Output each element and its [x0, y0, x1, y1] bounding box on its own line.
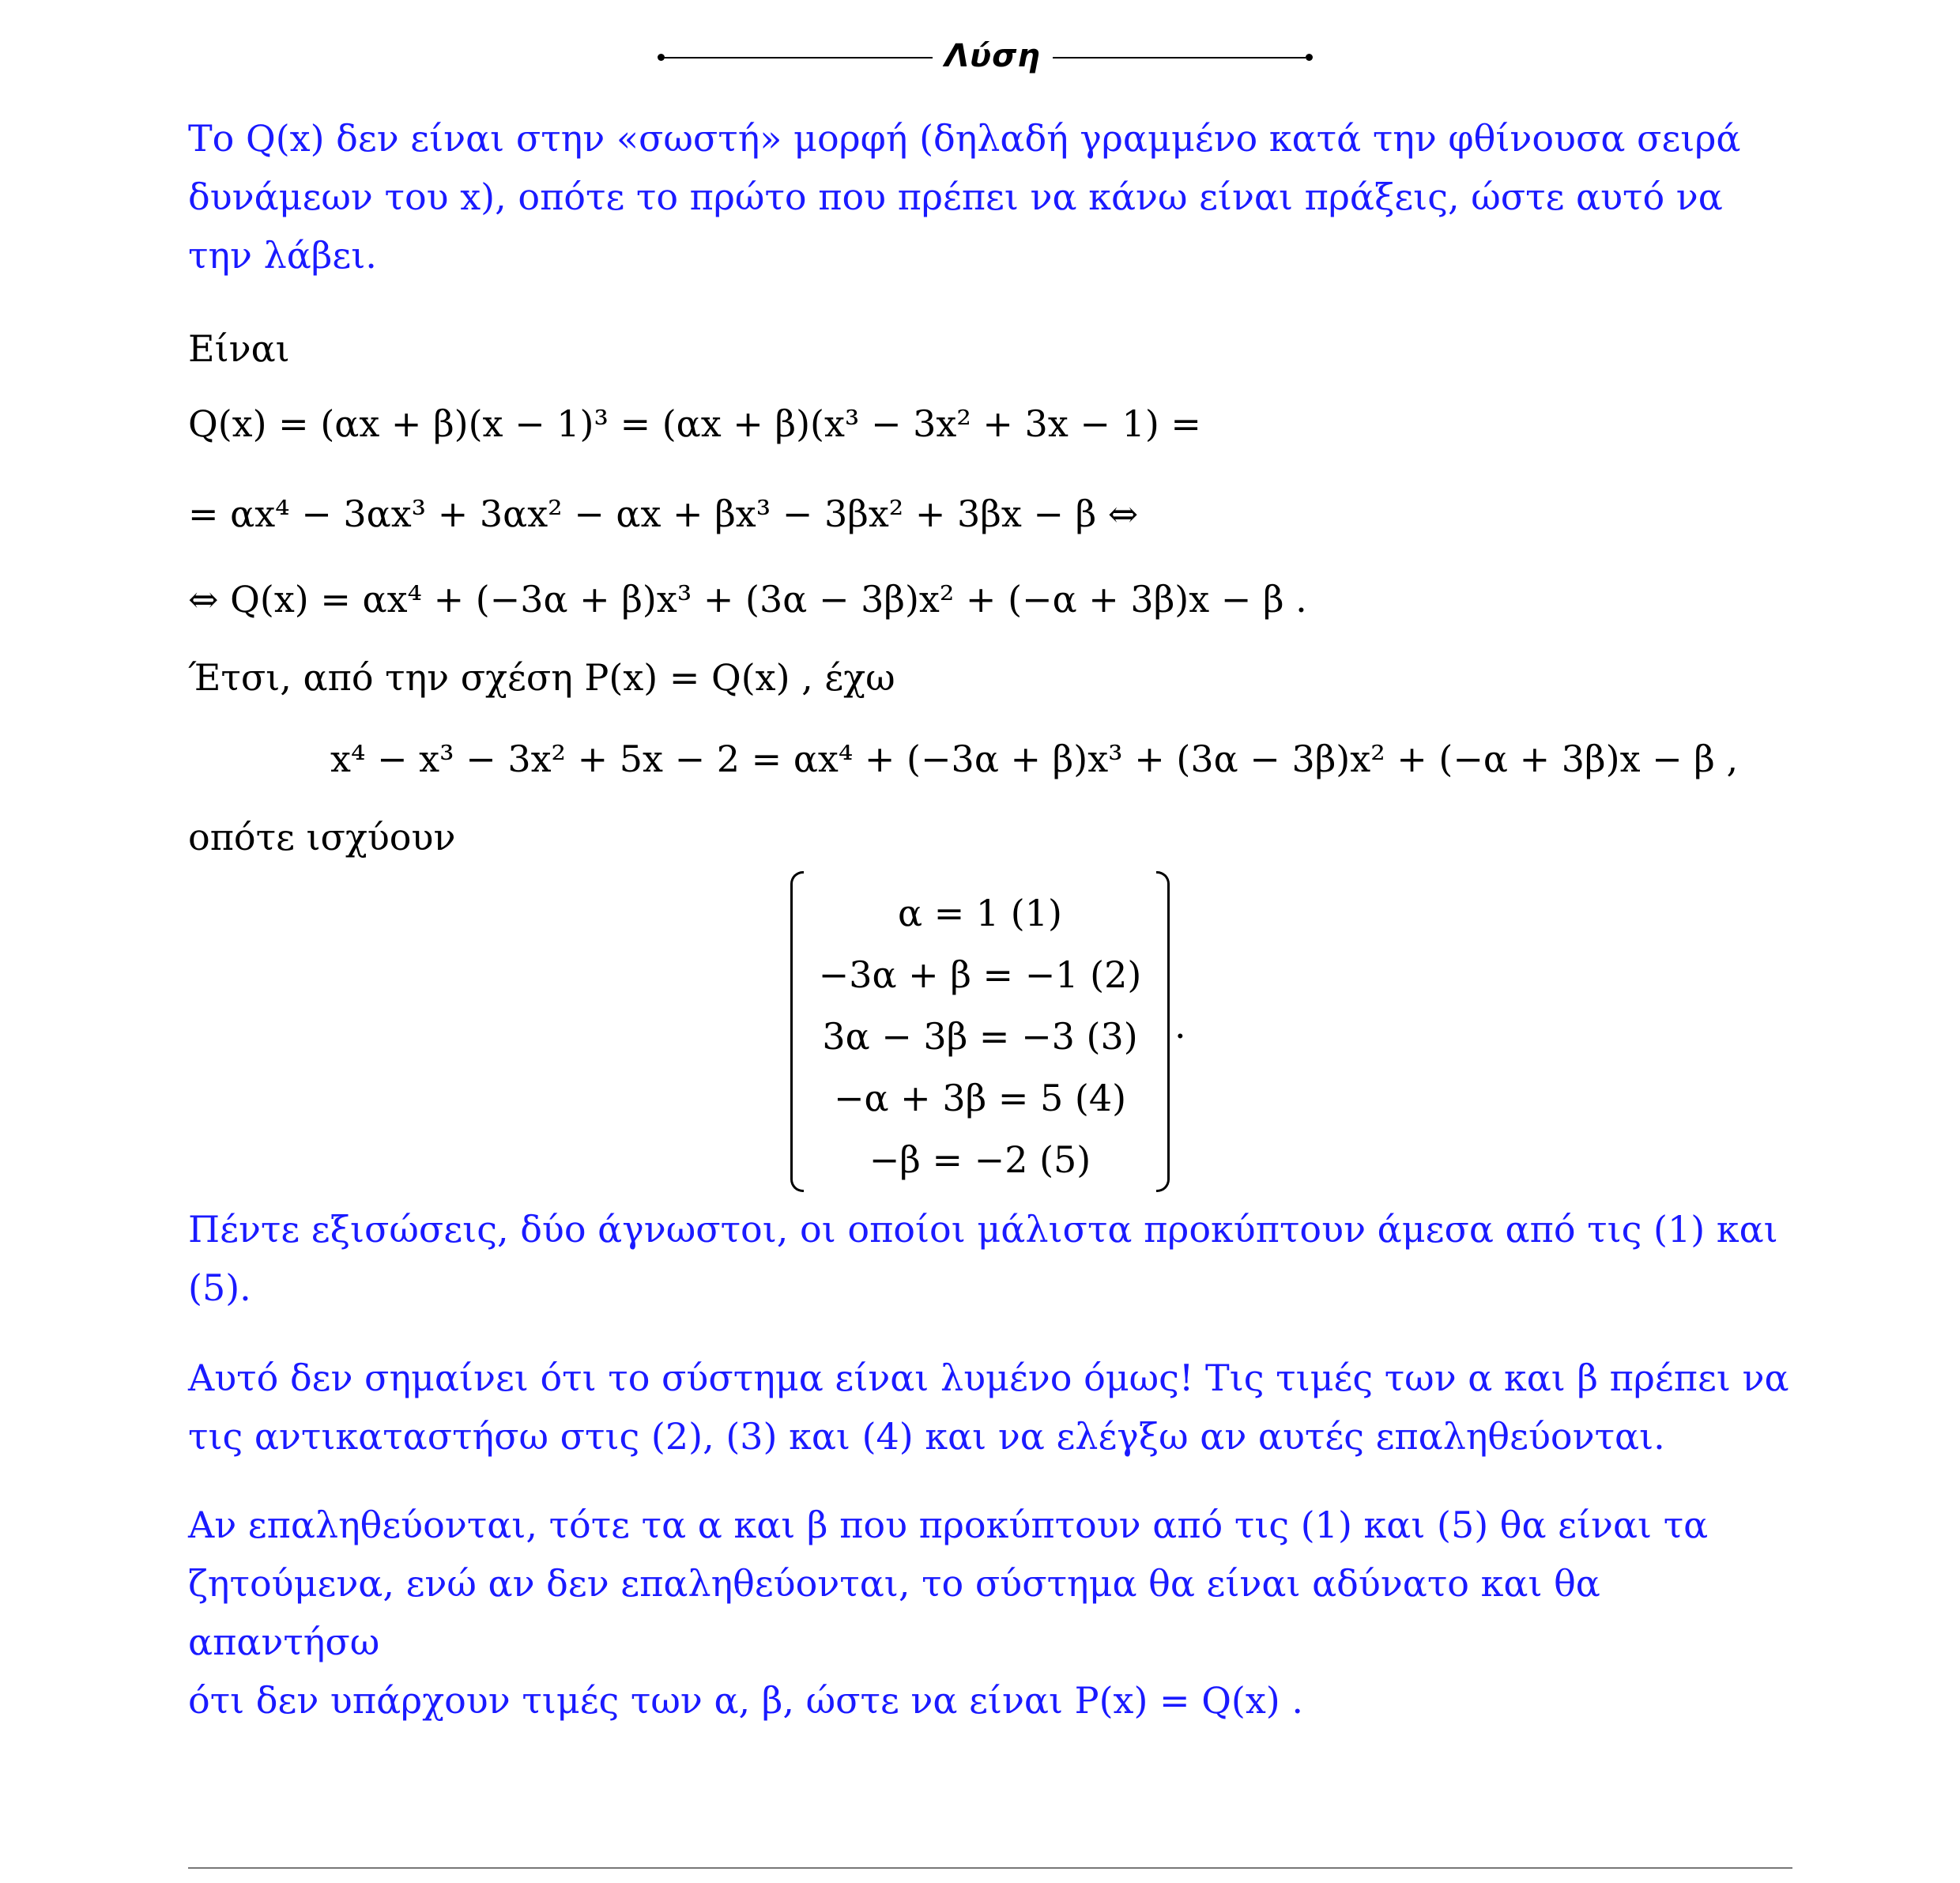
system-period: . [1174, 1004, 1186, 1047]
header-rule-left [664, 57, 933, 58]
header-dot-right [1306, 54, 1313, 61]
intro-line: την λάβει. [188, 234, 377, 277]
note-line: τις αντικαταστήσω στις (2), (3) και (4) και να ελέγξω αν αυτές επαληθεύονται. [188, 1415, 1665, 1458]
expansion-line-3: ⇔ Q(x) = αx⁴ + (−3α + β)x³ + (3α − 3β)x² + (−α + 3β)x − β . [188, 578, 1307, 621]
note-paragraph-2 [188, 1349, 1792, 1466]
system-equation: −β = −2 (5) [869, 1138, 1091, 1181]
system-equation: −α + 3β = 5 (4) [833, 1077, 1127, 1119]
system-bracket-right [1156, 871, 1170, 1192]
footer-rule [188, 1867, 1792, 1869]
note-line: ότι δεν υπάρχουν τιμές των α, β, ώστε να είναι P(x) = Q(x) . [188, 1679, 1303, 1722]
system-bracket-left [790, 871, 804, 1192]
system-equation: −3α + β = −1 (2) [818, 953, 1142, 996]
intro-paragraph [188, 109, 1792, 285]
section-header [658, 33, 1312, 81]
system-equations [811, 882, 1149, 1191]
note-line: Αν επαληθεύονται, τότε τα α και β που προκύπτουν από τις (1) και (5) θα είναι τα [188, 1504, 1709, 1546]
system-equation: α = 1 (1) [898, 892, 1062, 934]
polynomial-equality: x⁴ − x³ − 3x² + 5x − 2 = αx⁴ + (−3α + β)x³ + (3α − 3β)x² + (−α + 3β)x − β , [330, 738, 1739, 780]
etsi-text: Έτσι, από την σχέση P(x) = Q(x) , έχω [188, 656, 895, 699]
note-paragraph-3 [188, 1496, 1792, 1730]
system-equation: 3α − 3β = −3 (3) [822, 1015, 1138, 1058]
header-rule-right [1053, 57, 1306, 58]
equation-system [790, 871, 1170, 1187]
expansion-line-2: = αx⁴ − 3αx³ + 3αx² − αx + βx³ − 3βx² + 3βx − β ⇔ [188, 492, 1139, 535]
opote-text: οπότε ισχύουν [188, 816, 456, 858]
expansion-line-1: Q(x) = (αx + β)(x − 1)³ = (αx + β)(x³ − 3x² + 3x − 1) = [188, 402, 1201, 445]
note-line: ζητούμενα, ενώ αν δεν επαληθεύονται, το σύστημα θα είναι αδύνατο και θα απαντήσω [188, 1562, 1600, 1663]
section-title: Λύση [944, 38, 1041, 74]
intro-line: δυνάμεων του x), οπότε το πρώτο που πρέπει να κάνω είναι πράξεις, ώστε αυτό να [188, 175, 1723, 218]
einai-text: Είναι [188, 327, 290, 370]
note-line: (5). [188, 1266, 251, 1309]
note-line: Αυτό δεν σημαίνει ότι το σύστημα είναι λυμένο όμως! Τις τιμές των α και β πρέπει να [188, 1357, 1789, 1399]
note-line: Πέντε εξισώσεις, δύο άγνωστοι, οι οποίοι μάλιστα προκύπτουν άμεσα από τις (1) και [188, 1208, 1778, 1251]
note-paragraph-1 [188, 1200, 1792, 1317]
intro-line: Το Q(x) δεν είναι στην «σωστή» μορφή (δηλαδή γραμμένο κατά την φθίνουσα σειρά [188, 117, 1741, 160]
